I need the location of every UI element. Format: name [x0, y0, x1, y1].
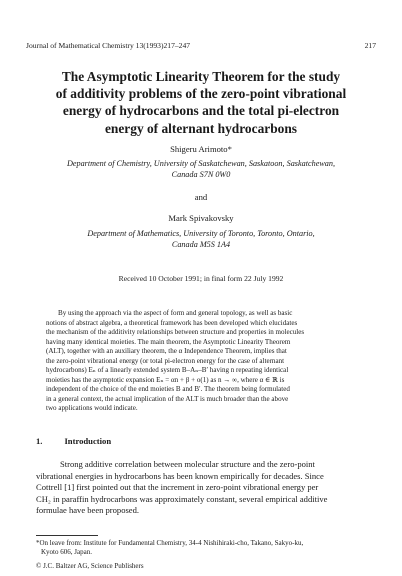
- abstract-line: By using the approach via the aspect of form and general topology, as well as basic: [58, 309, 293, 317]
- first-author: [20, 144, 382, 155]
- title-line: energy of hydrocarbons and the total pi-electron: [62, 103, 340, 119]
- affiliation-line: Department of Chemistry, University of Saskatchewan, Saskatoon, Saskatchewan,: [66, 159, 336, 168]
- second-affiliation: [24, 228, 378, 250]
- received-date: Received 10 October 1991; in final form 22 July 1992: [118, 274, 284, 283]
- footnote-line: *On leave from: Institute for Fundamental Chemistry, 34-4 Nishihiraki-cho, Takano, Sakyo-ku,: [36, 539, 304, 547]
- copyright-notice: © J.C. Baltzer AG, Science Publishers: [36, 562, 144, 570]
- abstract-line: two applications would indicate.: [46, 404, 138, 413]
- section-title: Introduction: [64, 436, 112, 446]
- abstract-line: (ALT), together with an auxiliary theorem, the α Independence Theorem, implies that: [46, 347, 287, 356]
- footnote: [36, 539, 303, 557]
- footnote-line: Kyoto 606, Japan.: [41, 548, 92, 556]
- introduction-paragraph: [36, 459, 372, 517]
- body-line: formulae have been proposed.: [36, 505, 139, 516]
- abstract-line: notions of abstract algebra, a theoretical framework has been developed which elucidates: [46, 318, 298, 327]
- abstract-line: in a general context, the actual implication of the ALT is much broader than the above: [46, 394, 289, 403]
- footnote-rule: [36, 535, 98, 536]
- affiliation-line: Canada S7N 0W0: [171, 170, 231, 179]
- author-name: Shigeru Arimoto*: [170, 144, 232, 154]
- author-name: Mark Spivakovsky: [168, 213, 234, 223]
- journal-citation: Journal of Mathematical Chemistry 13(1993)217–247: [26, 41, 191, 50]
- body-line: vibrational energies in hydrocarbons has been known empirically for decades. Since: [36, 470, 324, 481]
- and-text: and: [194, 192, 208, 202]
- abstract-line: the zero-point vibrational energy (or total pi-electron energy for the case of alternant: [46, 356, 285, 365]
- title-line: The Asymptotic Linearity Theorem for the study: [61, 69, 341, 84]
- page-number: 217: [364, 41, 376, 50]
- abstract-line: having many identical moieties. The main theorem, the Asymptotic Linearity Theorem: [46, 337, 291, 346]
- running-header: [26, 41, 376, 50]
- body-line: Cottrell [1] first pointed out that the increment in zero-point vibrational energy per: [36, 482, 319, 493]
- title-line: of additivity problems of the zero-point vibrational: [55, 86, 347, 102]
- title-line: energy of alternant hydrocarbons: [104, 120, 298, 136]
- section-heading: [36, 436, 111, 446]
- abstract-line: hydrocarbons) Eₙ of a linearly extended system B–Aₙ–B′ having n repeating identical: [46, 366, 289, 375]
- abstract-line: independent of the choice of the end moieties B and B′. The theorem being formulated: [46, 385, 290, 394]
- body-line: CH₂ in paraffin hydrocarbons was approximately constant, several empirical additive: [36, 493, 328, 504]
- first-affiliation: [24, 158, 378, 180]
- body-line: Strong additive correlation between molecular structure and the zero-point: [60, 459, 315, 469]
- affiliation-line: Department of Mathematics, University of Toronto, Toronto, Ontario,: [87, 229, 315, 238]
- second-author: [20, 213, 382, 224]
- abstract: [46, 309, 359, 414]
- author-conjunction: [20, 192, 382, 203]
- abstract-line: the mechanism of the additivity relationships between structure and properties in molecules: [46, 328, 305, 337]
- paper-title: [30, 68, 372, 137]
- section-number: 1.: [36, 436, 43, 446]
- abstract-line: moieties has the asymptotic expansion Eₙ = αn + β + o(1) as n → ∞, where α ∈ ℝ is: [46, 375, 285, 384]
- affiliation-line: Canada M5S 1A4: [171, 240, 231, 249]
